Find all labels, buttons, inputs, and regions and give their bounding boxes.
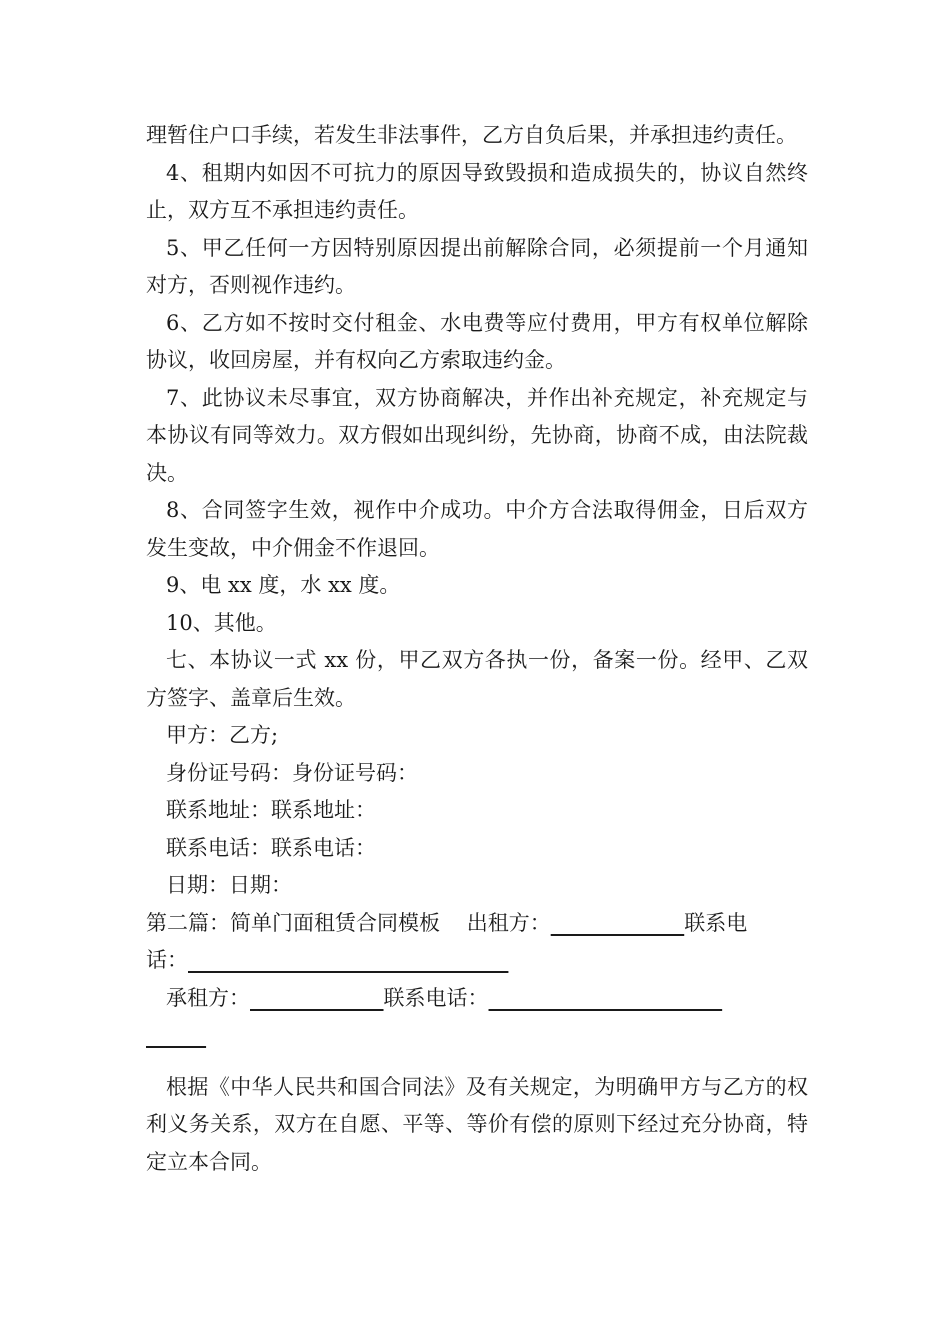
signature-parties: 甲方：乙方; [166,723,279,747]
clause-4: 4、租期内如因不可抗力的原因导致毁损和造成损失的，协议自然终止，双方互不承担违约责任。 [146,160,808,222]
clause-5: 5、甲乙任何一方因特别原因提出前解除合同，必须提前一个月通知对方，否则视作违约。 [146,235,808,297]
lessee-line [146,980,808,1055]
lessee-label: 承租方： [166,985,250,1010]
lessor-phone-blank [188,948,508,972]
lessor-blank [551,911,685,935]
signature-address: 联系地址：联系地址： [166,798,376,822]
lessor-phone-label-cont: 话： [146,948,188,972]
clause-7: 7、此协议未尽事宜，双方协商解决，并作出补充规定，补充规定与本协议有同等效力。双方假如出现纠纷，先协商，协商不成，由法院裁决。 [146,385,808,485]
clause-8: 8、合同签字生效，视作中介成功。中介方合法取得佣金，日后双方发生变故，中介佣金不作退回。 [146,498,808,560]
lessor-label: 出租方： [466,910,551,935]
lessor-phone-label: 联系电 [684,910,748,935]
section-2-heading: 第二篇：简单门面租赁合同模板 [146,910,440,935]
signature-id-number: 身份证号码：身份证号码： [166,760,418,785]
signature-phone: 联系电话：联系电话： [166,835,376,860]
paragraph-gap [146,1055,808,1069]
lessee-phone-label: 联系电话： [383,985,489,1010]
signature-date: 日期：日期： [166,873,292,897]
lessee-phone-blank [489,986,723,1010]
clause-10: 10、其他。 [166,610,277,635]
lessee-blank [250,986,384,1010]
lessee-phone-blank-cont [146,1023,206,1047]
document-page [146,117,808,1181]
contract-preamble: 根据《中华人民共和国合同法》及有关规定，为明确甲方与乙方的权利义务关系，双方在自愿、平等、等价有偿的原则下经过充分协商，特定立本合同。 [146,1074,808,1174]
clause-9: 9、电 xx 度，水 xx 度。 [166,573,401,597]
section-2-header [146,905,808,980]
article-7: 七、本协议一式 xx 份，甲乙双方各执一份，备案一份。经甲、乙双方签字、盖章后生效。 [146,648,808,710]
clause-6: 6、乙方如不按时交付租金、水电费等应付费用，甲方有权单位解除协议，收回房屋，并有权向乙方索取违约金。 [146,310,808,372]
clause-continuation: 理暂住户口手续，若发生非法事件，乙方自负后果，并承担违约责任。 [146,123,797,147]
